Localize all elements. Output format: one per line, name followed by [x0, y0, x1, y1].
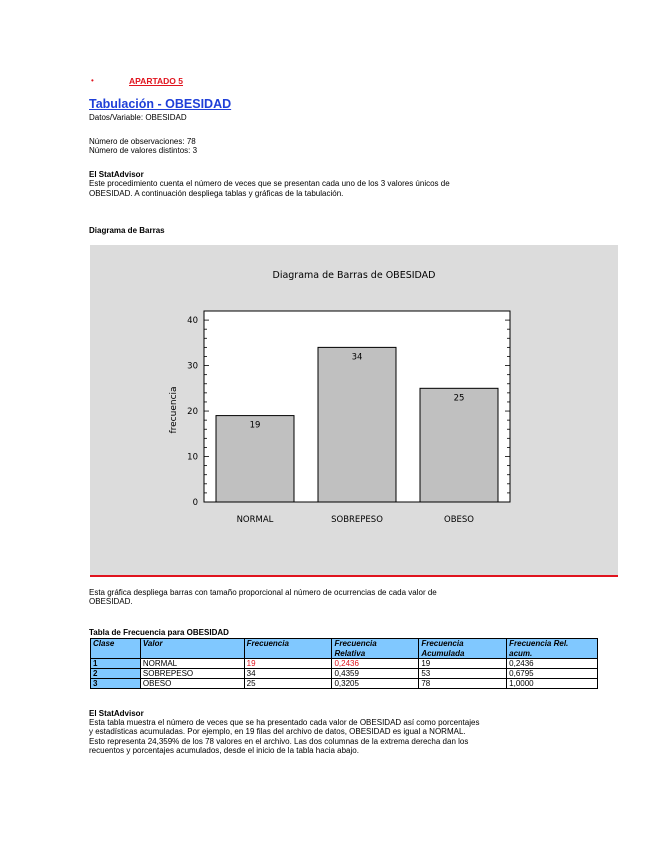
cell-valor: SOBREPESO [140, 669, 244, 679]
col-header-valor: Valor [140, 639, 244, 659]
bar-chart-panel [90, 245, 618, 575]
bar-sobrepeso [318, 347, 396, 502]
cell-clase: 3 [91, 679, 141, 689]
chart-caption-line: OBESIDAD. [89, 597, 133, 606]
bullet-icon: • [91, 76, 94, 85]
cell-relativa: 0,3205 [332, 679, 419, 689]
y-tick-label: 10 [187, 452, 198, 463]
cell-acumulada: 19 [419, 659, 507, 669]
distinct-values-count: Número de valores distintos: 3 [89, 146, 198, 155]
header-line: Frecuencia Rel. [509, 639, 569, 648]
x-tick-label: NORMAL [236, 515, 274, 525]
x-tick-label: OBESO [444, 515, 474, 525]
col-header-relativa [332, 639, 419, 659]
header-line: acum. [509, 648, 533, 658]
table-row [91, 669, 598, 679]
bar-value-label: 19 [249, 420, 261, 431]
cell-valor: NORMAL [140, 659, 244, 669]
freq-table-title: Tabla de Frecuencia para OBESIDAD [89, 628, 229, 637]
cell-relativa: 0,4359 [332, 669, 419, 679]
statadvisor-text-line: y estadísticas acumuladas. Por ejemplo, en 19 filas del archivo de datos, OBESIDAD es igual a NORMAL. [89, 727, 466, 736]
bar-value-label: 34 [351, 352, 363, 363]
y-tick-label: 20 [187, 407, 198, 418]
bar-chart [90, 245, 618, 575]
bar-chart-heading: Diagrama de Barras [89, 226, 165, 235]
y-tick-label: 40 [187, 316, 198, 327]
statadvisor-text-line: recuentos y porcentajes acumulados, desde el inicio de la tabla hacia abajo. [89, 746, 359, 755]
col-header-clase: Clase [91, 639, 141, 659]
header-line: Acumulada [421, 648, 465, 658]
statadvisor-heading: El StatAdvisor [89, 170, 144, 179]
y-tick-label: 30 [187, 361, 198, 372]
cell-frecuencia: 25 [244, 679, 332, 689]
chart-title: Diagrama de Barras de OBESIDAD [272, 270, 436, 281]
cell-clase: 2 [91, 669, 141, 679]
statadvisor-heading: El StatAdvisor [89, 709, 144, 718]
cell-valor: OBESO [140, 679, 244, 689]
page-title[interactable]: Tabulación - OBESIDAD [89, 97, 232, 111]
bar-obeso [420, 388, 498, 502]
chart-caption-line: Esta gráfica despliega barras con tamaño proporcional al número de ocurrencias de cada valor de [89, 588, 437, 597]
statadvisor-text-line: Esta tabla muestra el número de veces que se ha presentado cada valor de OBESIDAD así como porcentajes [89, 718, 480, 727]
cell-rel-acum: 1,0000 [507, 679, 598, 689]
cell-acumulada: 78 [419, 679, 507, 689]
col-header-frecuencia: Frecuencia [244, 639, 332, 659]
cell-rel-acum: 0,2436 [507, 659, 598, 669]
header-line: Frecuencia [334, 639, 377, 648]
statadvisor-text-line: OBESIDAD. A continuación despliega tablas y gráficas de la tabulación. [89, 189, 344, 198]
bar-value-label: 25 [453, 393, 465, 404]
cell-rel-acum: 0,6795 [507, 669, 598, 679]
cell-frecuencia: 19 [244, 659, 332, 669]
table-row [91, 679, 598, 689]
frequency-table [90, 638, 598, 689]
statadvisor-text-line: Esto representa 24,359% de los 78 valores en el archivo. Las dos columnas de la extrema derecha dan los [89, 737, 469, 746]
col-header-acumulada [419, 639, 507, 659]
cell-frecuencia: 34 [244, 669, 332, 679]
table-header-row [91, 639, 598, 659]
table-row [91, 659, 598, 669]
section-link-apartado[interactable]: APARTADO 5 [129, 76, 183, 86]
y-axis-label: frecuencia [169, 386, 179, 434]
cell-clase: 1 [91, 659, 141, 669]
data-variable-label: Datos/Variable: OBESIDAD [89, 113, 187, 122]
cell-acumulada: 53 [419, 669, 507, 679]
col-header-rel-acum [507, 639, 598, 659]
header-line: Relativa [334, 648, 366, 658]
observations-count: Número de observaciones: 78 [89, 137, 196, 146]
statadvisor-text-line: Este procedimiento cuenta el número de veces que se presentan cada uno de los 3 valores únicos de [89, 179, 450, 188]
x-tick-label: SOBREPESO [331, 515, 383, 525]
chart-divider [90, 575, 618, 577]
y-tick-label: 0 [192, 498, 198, 508]
cell-relativa: 0,2436 [332, 659, 419, 669]
header-line: Frecuencia [421, 639, 464, 648]
